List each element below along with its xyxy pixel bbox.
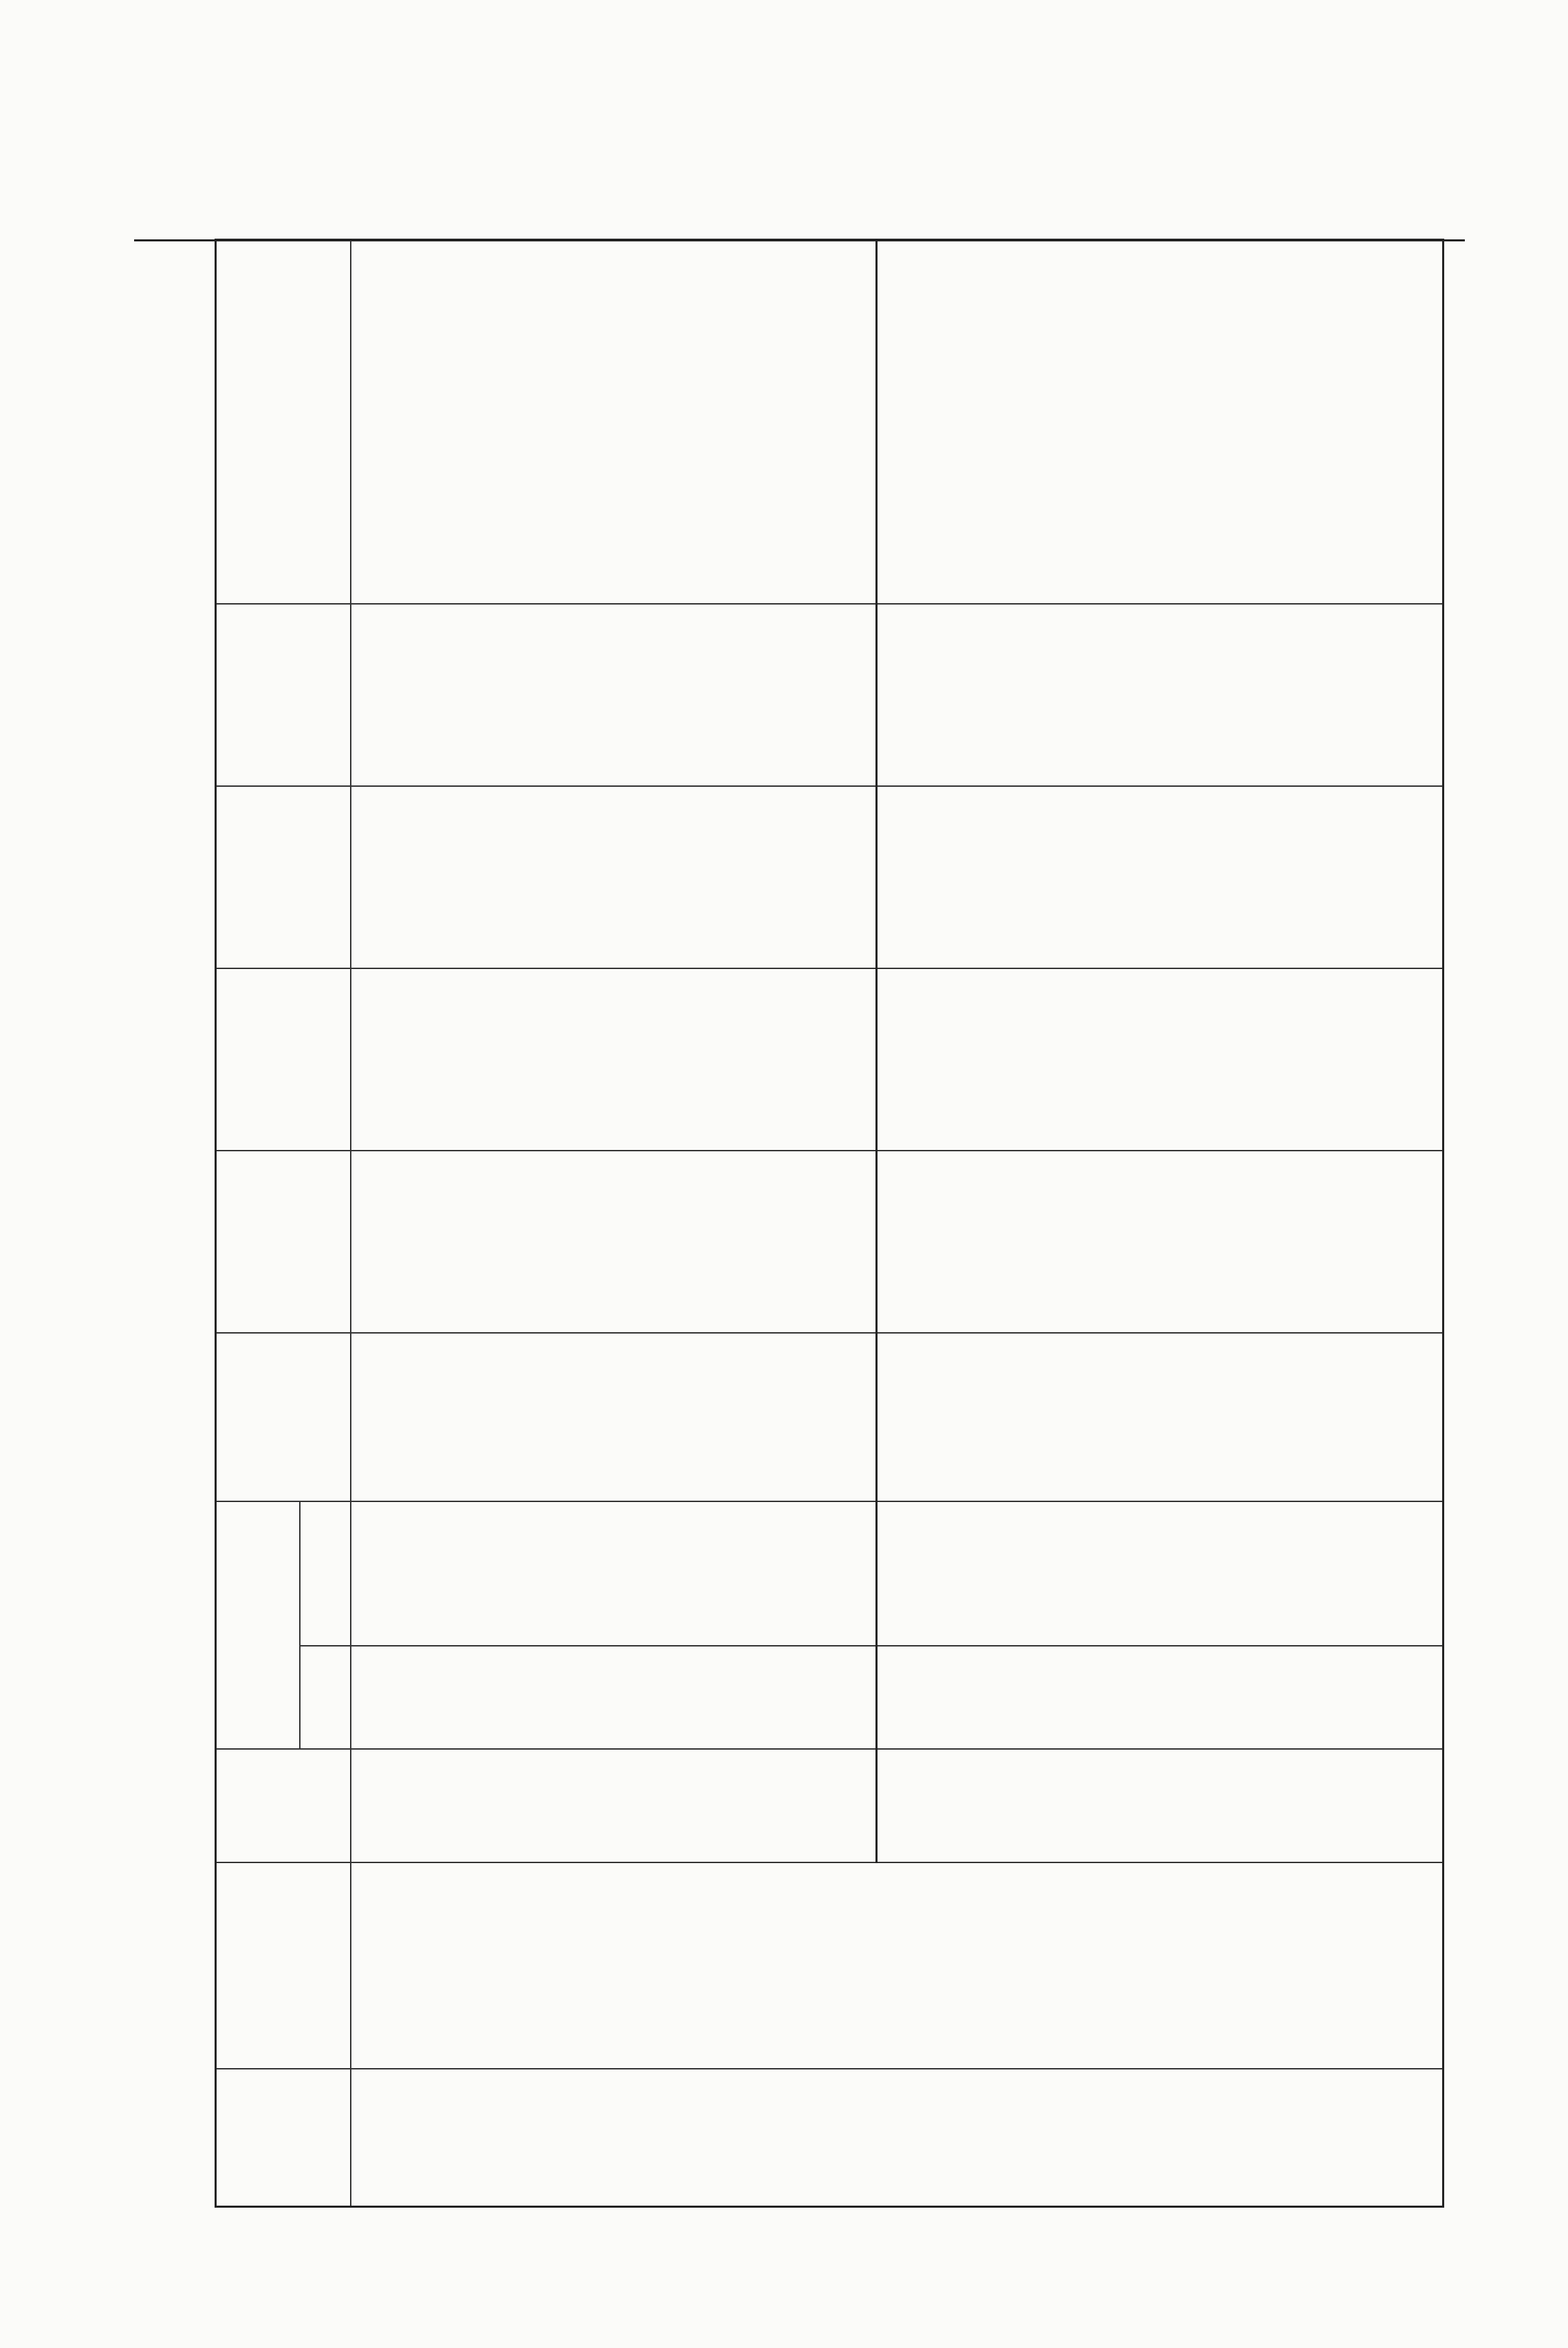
table-row [836, 240, 877, 2207]
eg-le1-cell [633, 1502, 674, 1646]
eg-gt17-cell [1039, 240, 1080, 605]
eg-1-2-cell [594, 1151, 634, 1334]
eg-1-2-cell [633, 1151, 674, 1334]
half-life-cell [1321, 1863, 1443, 2069]
nuclide-cell [1200, 2069, 1321, 2207]
eg-2-7-cell [958, 969, 999, 1151]
eg-1-2-cell [999, 1151, 1039, 1334]
nuclide-cell [958, 2069, 1079, 2207]
eg-12-17-cell [754, 605, 795, 787]
table-row [1321, 240, 1362, 2207]
type-cell [1079, 1750, 1120, 1863]
f1-le1-cell [1402, 1646, 1443, 1750]
f1-gt1-cell [715, 1334, 755, 1502]
f1-gt1-cell [553, 1334, 594, 1502]
col-age-le1 [216, 1502, 301, 1750]
eg-gt17-cell [877, 240, 918, 605]
f1-le1-cell [1079, 1646, 1120, 1750]
eg-gt17-cell [1362, 240, 1402, 605]
eg-1-2-cell [553, 1151, 594, 1334]
eg-2-7-cell [351, 969, 392, 1151]
table-row [1200, 240, 1241, 2207]
eg-2-7-cell [432, 969, 472, 1151]
eg-gt17-cell [754, 240, 795, 605]
eg-1-2-cell [754, 1151, 795, 1334]
half-life-cell [715, 1863, 836, 2069]
eg-1-2-cell [1362, 1151, 1402, 1334]
eg-12-17-cell [877, 605, 918, 787]
nuclide-cell [472, 2069, 594, 2207]
type-cell [392, 1750, 433, 1863]
eg-1-2-cell [1200, 1151, 1241, 1334]
eg-gt17-cell [958, 240, 999, 605]
eg-12-17-cell [432, 605, 472, 787]
eg-7-12-cell [674, 787, 715, 969]
eg-le1-cell [958, 1502, 999, 1646]
type-cell [472, 1750, 513, 1863]
eg-gt17-cell [795, 240, 836, 605]
type-cell [877, 1750, 918, 1863]
eg-12-17-cell [1079, 605, 1120, 787]
eg-7-12-cell [1241, 787, 1281, 969]
table-row [958, 240, 999, 2207]
eg-12-17-cell [1200, 605, 1241, 787]
eg-2-7-cell [594, 969, 634, 1151]
eg-le1-cell [1160, 1502, 1201, 1646]
eg-7-12-cell [1402, 787, 1443, 969]
eg-7-12-cell [877, 787, 918, 969]
eg-12-17-cell [513, 605, 554, 787]
eg-gt17-cell [999, 240, 1039, 605]
f1-gt1-cell [958, 1334, 999, 1502]
type-cell [674, 1750, 715, 1863]
type-cell [1160, 1750, 1201, 1863]
f1-le1-cell [1241, 1646, 1281, 1750]
eg-7-12-cell [633, 787, 674, 969]
f1-le1-cell [715, 1646, 755, 1750]
nuclide-cell [1321, 2069, 1443, 2207]
eg-12-17-cell [1120, 605, 1160, 787]
table-title [151, 241, 215, 2208]
f1-gt1-cell [1120, 1334, 1160, 1502]
nuclide-cell [594, 2069, 715, 2207]
eg-2-7-cell [1321, 969, 1362, 1151]
f1-le1-cell [1281, 1646, 1321, 1750]
eg-7-12-cell [1321, 787, 1362, 969]
f1-gt1-cell [1160, 1334, 1201, 1502]
eg-7-12-cell [351, 787, 392, 969]
eg-7-12-cell [1120, 787, 1160, 969]
eg-7-12-cell [754, 787, 795, 969]
type-cell [715, 1750, 755, 1863]
f1-gt1-cell [836, 1334, 877, 1502]
table-row [715, 240, 755, 2207]
eg-2-7-cell [633, 969, 674, 1151]
eg-gt17-cell [351, 240, 392, 605]
eg-le1-cell [836, 1502, 877, 1646]
eg-le1-cell [594, 1502, 634, 1646]
eg-gt17-cell [392, 240, 433, 605]
rotated-table-container [151, 241, 1444, 2208]
eg-gt17-cell [1321, 240, 1362, 605]
eg-2-7-cell [513, 969, 554, 1151]
table-row [594, 240, 634, 2207]
f1-gt1-cell [754, 1334, 795, 1502]
f1-le1-cell [1039, 1646, 1080, 1750]
eg-le1-cell [999, 1502, 1039, 1646]
eg-2-7-cell [1281, 969, 1321, 1151]
eg-1-2-cell [392, 1151, 433, 1334]
f1-le1-cell [594, 1646, 634, 1750]
eg-le1-cell [513, 1502, 554, 1646]
type-cell [836, 1750, 877, 1863]
type-cell [351, 1750, 392, 1863]
type-cell [1120, 1750, 1160, 1863]
eg-1-2-cell [795, 1151, 836, 1334]
type-cell [999, 1750, 1039, 1863]
eg-2-7-cell [674, 969, 715, 1151]
f1-le1-cell [674, 1646, 715, 1750]
f1-gt1-cell [392, 1334, 433, 1502]
f1-gt1-cell [1200, 1334, 1241, 1502]
eg-gt17-cell [1402, 240, 1443, 605]
eg-2-7-cell [918, 969, 959, 1151]
f1-gt1-cell [918, 1334, 959, 1502]
f1-le1-cell [1120, 1646, 1160, 1750]
eg-2-7-cell [715, 969, 755, 1151]
eg-12-17-cell [1402, 605, 1443, 787]
eg-le1-cell [553, 1502, 594, 1646]
f1-le1-cell [633, 1646, 674, 1750]
eg-2-7-cell [1160, 969, 1201, 1151]
eg-1-2-cell [715, 1151, 755, 1334]
eg-2-7-cell [1402, 969, 1443, 1151]
type-cell [594, 1750, 634, 1863]
eg-le1-cell [1321, 1502, 1362, 1646]
f1-gt1-cell [674, 1334, 715, 1502]
dose-coefficient-table [215, 239, 1444, 2208]
eg-2-7-cell [1200, 969, 1241, 1151]
type-cell [1362, 1750, 1402, 1863]
f1-le1-cell [1160, 1646, 1201, 1750]
f1-gt1-cell [795, 1334, 836, 1502]
eg-12-17-cell [351, 605, 392, 787]
col-type [216, 1750, 351, 1863]
half-life-cell [958, 1863, 1079, 2069]
eg-1-2-cell [351, 1151, 392, 1334]
eg-7-12-cell [958, 787, 999, 969]
eg-le1-cell [351, 1502, 392, 1646]
eg-1-2-cell [1241, 1151, 1281, 1334]
f1-le1-cell [918, 1646, 959, 1750]
eg-12-17-cell [1241, 605, 1281, 787]
eg-1-2-cell [432, 1151, 472, 1334]
type-cell [918, 1750, 959, 1863]
f1-le1-cell [472, 1646, 513, 1750]
eg-2-7-cell [1039, 969, 1080, 1151]
type-cell [1241, 1750, 1281, 1863]
type-cell [633, 1750, 674, 1863]
eg-2-7-cell [472, 969, 513, 1151]
eg-7-12-cell [432, 787, 472, 969]
eg-1-2-cell [1402, 1151, 1443, 1334]
eg-12-17-cell [1362, 605, 1402, 787]
eg-7-12-cell [392, 787, 433, 969]
col-age-le1-f1 [300, 1646, 351, 1750]
eg-1-2-cell [1160, 1151, 1201, 1334]
eg-2-7-cell [1120, 969, 1160, 1151]
type-cell [553, 1750, 594, 1863]
f1-gt1-cell [1362, 1334, 1402, 1502]
eg-7-12-cell [594, 787, 634, 969]
eg-gt17-cell [836, 240, 877, 605]
eg-7-12-cell [1200, 787, 1241, 969]
eg-12-17-cell [1321, 605, 1362, 787]
nuclide-cell [351, 2069, 472, 2207]
type-cell [754, 1750, 795, 1863]
eg-12-17-cell [836, 605, 877, 787]
eg-7-12-cell [472, 787, 513, 969]
eg-le1-cell [674, 1502, 715, 1646]
eg-le1-cell [715, 1502, 755, 1646]
type-cell [958, 1750, 999, 1863]
eg-12-17-cell [594, 605, 634, 787]
eg-12-17-cell [1160, 605, 1201, 787]
eg-le1-cell [1079, 1502, 1120, 1646]
f1-gt1-cell [1079, 1334, 1120, 1502]
f1-le1-cell [351, 1646, 392, 1750]
eg-gt17-cell [594, 240, 634, 605]
f1-gt1-cell [633, 1334, 674, 1502]
eg-le1-cell [432, 1502, 472, 1646]
table-row [472, 240, 513, 2207]
f1-le1-cell [1321, 1646, 1362, 1750]
eg-le1-cell [1402, 1502, 1443, 1646]
eg-1-2-cell [877, 1151, 918, 1334]
eg-2-7-cell [836, 969, 877, 1151]
eg-12-17-cell [958, 605, 999, 787]
eg-12-17-cell [1039, 605, 1080, 787]
type-cell [432, 1750, 472, 1863]
eg-7-12-cell [999, 787, 1039, 969]
half-life-cell [1200, 1863, 1321, 2069]
eg-12-17-cell [674, 605, 715, 787]
table-row [1079, 240, 1120, 2207]
eg-2-7-cell [1241, 969, 1281, 1151]
half-life-cell [1079, 1863, 1200, 2069]
eg-2-7-cell [553, 969, 594, 1151]
half-life-cell [594, 1863, 715, 2069]
eg-7-12-cell [1160, 787, 1201, 969]
nuclide-cell [836, 2069, 959, 2207]
eg-gt17-cell [472, 240, 513, 605]
col-age-gt17 [216, 240, 351, 605]
col-age-le1-eg [300, 1502, 351, 1646]
type-cell [1321, 1750, 1362, 1863]
eg-1-2-cell [472, 1151, 513, 1334]
f1-le1-cell [432, 1646, 472, 1750]
f1-le1-cell [754, 1646, 795, 1750]
eg-gt17-cell [674, 240, 715, 605]
col-age-12-17 [216, 605, 351, 787]
eg-le1-cell [1200, 1502, 1241, 1646]
eg-gt17-cell [633, 240, 674, 605]
eg-2-7-cell [999, 969, 1039, 1151]
eg-le1-cell [1241, 1502, 1281, 1646]
f1-le1-cell [513, 1646, 554, 1750]
eg-le1-cell [1039, 1502, 1080, 1646]
eg-1-2-cell [1079, 1151, 1120, 1334]
f1-le1-cell [836, 1646, 877, 1750]
eg-7-12-cell [795, 787, 836, 969]
eg-7-12-cell [715, 787, 755, 969]
eg-gt17-cell [553, 240, 594, 605]
eg-le1-cell [392, 1502, 433, 1646]
f1-gt1-cell [432, 1334, 472, 1502]
eg-gt17-cell [1120, 240, 1160, 605]
eg-7-12-cell [513, 787, 554, 969]
eg-1-2-cell [1281, 1151, 1321, 1334]
col-age-2-7 [216, 969, 351, 1151]
f1-le1-cell [958, 1646, 999, 1750]
f1-gt1-cell [513, 1334, 554, 1502]
f1-gt1-cell [999, 1334, 1039, 1502]
half-life-cell [351, 1863, 472, 2069]
f1-gt1-cell [1281, 1334, 1321, 1502]
col-f1-gt1 [216, 1334, 351, 1502]
eg-7-12-cell [836, 787, 877, 969]
eg-le1-cell [472, 1502, 513, 1646]
eg-2-7-cell [1079, 969, 1120, 1151]
f1-gt1-cell [594, 1334, 634, 1502]
f1-gt1-cell [472, 1334, 513, 1502]
f1-gt1-cell [1321, 1334, 1362, 1502]
type-cell [1281, 1750, 1321, 1863]
eg-gt17-cell [1200, 240, 1241, 605]
type-cell [1039, 1750, 1080, 1863]
eg-le1-cell [877, 1502, 918, 1646]
eg-le1-cell [754, 1502, 795, 1646]
eg-2-7-cell [795, 969, 836, 1151]
eg-2-7-cell [754, 969, 795, 1151]
eg-1-2-cell [836, 1151, 877, 1334]
f1-le1-cell [1200, 1646, 1241, 1750]
eg-gt17-cell [1241, 240, 1281, 605]
nuclide-cell [715, 2069, 836, 2207]
type-cell [513, 1750, 554, 1863]
f1-gt1-cell [877, 1334, 918, 1502]
type-cell [1200, 1750, 1241, 1863]
eg-12-17-cell [633, 605, 674, 787]
eg-7-12-cell [918, 787, 959, 969]
eg-12-17-cell [472, 605, 513, 787]
eg-1-2-cell [1039, 1151, 1080, 1334]
eg-1-2-cell [1120, 1151, 1160, 1334]
eg-12-17-cell [392, 605, 433, 787]
eg-2-7-cell [392, 969, 433, 1151]
eg-1-2-cell [958, 1151, 999, 1334]
f1-le1-cell [999, 1646, 1039, 1750]
eg-1-2-cell [1321, 1151, 1362, 1334]
eg-12-17-cell [999, 605, 1039, 787]
eg-gt17-cell [513, 240, 554, 605]
half-life-cell [836, 1863, 959, 2069]
col-age-1-2 [216, 1151, 351, 1334]
eg-le1-cell [1120, 1502, 1160, 1646]
eg-12-17-cell [1281, 605, 1321, 787]
eg-gt17-cell [918, 240, 959, 605]
f1-le1-cell [877, 1646, 918, 1750]
eg-gt17-cell [1079, 240, 1120, 605]
col-nuclide [216, 2069, 351, 2207]
f1-le1-cell [795, 1646, 836, 1750]
eg-1-2-cell [513, 1151, 554, 1334]
eg-gt17-cell [432, 240, 472, 605]
nuclide-cell [1079, 2069, 1200, 2207]
half-life-cell [472, 1863, 594, 2069]
f1-gt1-cell [1039, 1334, 1080, 1502]
table-body [351, 240, 1444, 2207]
eg-1-2-cell [918, 1151, 959, 1334]
eg-7-12-cell [1362, 787, 1402, 969]
eg-2-7-cell [1362, 969, 1402, 1151]
f1-le1-cell [392, 1646, 433, 1750]
eg-7-12-cell [1281, 787, 1321, 969]
eg-le1-cell [1281, 1502, 1321, 1646]
type-cell [1402, 1750, 1443, 1863]
eg-1-2-cell [674, 1151, 715, 1334]
eg-le1-cell [918, 1502, 959, 1646]
f1-le1-cell [1362, 1646, 1402, 1750]
eg-7-12-cell [1079, 787, 1120, 969]
eg-12-17-cell [795, 605, 836, 787]
eg-gt17-cell [1281, 240, 1321, 605]
eg-gt17-cell [1160, 240, 1201, 605]
eg-7-12-cell [1039, 787, 1080, 969]
f1-gt1-cell [1402, 1334, 1443, 1502]
eg-le1-cell [1362, 1502, 1402, 1646]
col-half-life [216, 1863, 351, 2069]
eg-12-17-cell [553, 605, 594, 787]
f1-gt1-cell [351, 1334, 392, 1502]
eg-gt17-cell [715, 240, 755, 605]
f1-gt1-cell [1241, 1334, 1281, 1502]
eg-12-17-cell [918, 605, 959, 787]
type-cell [795, 1750, 836, 1863]
table-row [351, 240, 392, 2207]
eg-7-12-cell [553, 787, 594, 969]
col-age-7-12 [216, 787, 351, 969]
f1-le1-cell [553, 1646, 594, 1750]
eg-le1-cell [795, 1502, 836, 1646]
eg-2-7-cell [877, 969, 918, 1151]
eg-12-17-cell [715, 605, 755, 787]
